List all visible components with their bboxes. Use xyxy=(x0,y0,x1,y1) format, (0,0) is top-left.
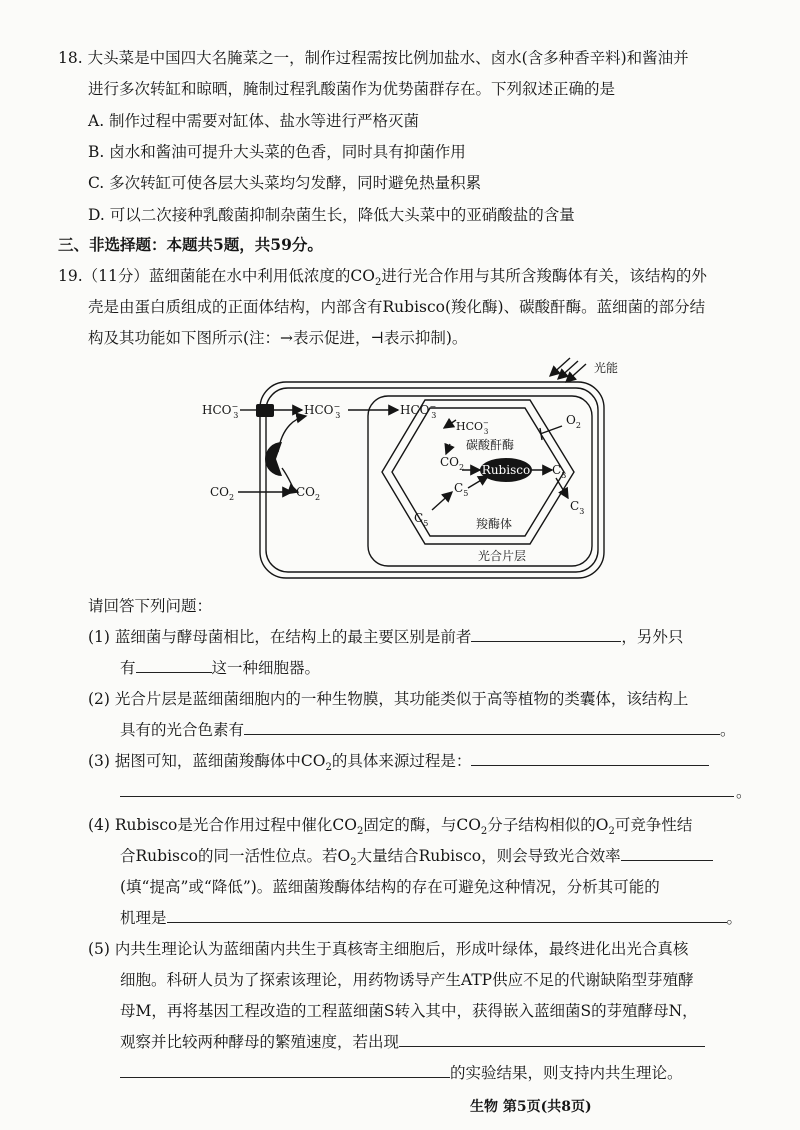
thylakoid-label: 光合片层 xyxy=(478,549,527,563)
q19-part3-line1: (3) 据图可知，蓝细菌羧酶体中$CO_2$的具体来源过程是： xyxy=(88,749,709,780)
co2-channel-protein xyxy=(265,442,282,476)
q19-stem-line2: 壳是由蛋白质组成的正面体结构，内部含有Rubisco(羧化酶)、碳酸酐酶。蓝细菌的部分结 xyxy=(88,298,706,316)
hco3-cytoplasm-label: HCO− 3 xyxy=(304,402,341,420)
answer-blank[interactable] xyxy=(471,749,709,766)
co2-carboxysome-label: $CO_2$ xyxy=(440,455,465,472)
q19-part3-period: 。 xyxy=(736,783,752,801)
page-footer: 生物 第5页(共8页) xyxy=(470,1099,592,1115)
answer-blank[interactable] xyxy=(244,718,720,735)
q19-part4-line3: (填“提高”或“降低”)。蓝细菌羧酶体结构的存在可避免这种情况，分析其可能的 xyxy=(120,878,660,896)
light-arrow xyxy=(550,358,570,376)
q19-stem-line3: 构及其功能如下图所示(注：→表示促进，⊣表示抑制)。 xyxy=(88,329,468,347)
q19-part1-line2: 有 这一种细胞器。 xyxy=(120,656,320,680)
c5-to-rubisco-arrow xyxy=(468,476,488,488)
co2-outside-label: $CO_2$ xyxy=(210,485,235,502)
answer-blank[interactable] xyxy=(471,625,621,642)
c5-label-outer: $C_5$ xyxy=(414,511,429,528)
hco3-outside-label: HCO− 3 xyxy=(202,402,239,420)
q18-stem-line2: 进行多次转缸和晾晒，腌制过程乳酸菌作为优势菌群存在。下列叙述正确的是 xyxy=(88,80,616,98)
q19-part5-line3: 母M，再将基因工程改造的工程蓝细菌S转入其中，获得嵌入蓝细菌S的芽殖酵母N， xyxy=(120,1002,698,1020)
curved-arrow-up xyxy=(278,416,306,452)
rubisco-label: Rubisco xyxy=(481,463,531,477)
answer-line[interactable] xyxy=(120,796,734,797)
q19-part1-line1: (1) 蓝细菌与酵母菌相比，在结构上的最主要区别是前者 ，另外只 xyxy=(88,625,683,649)
q19-stem-line1: 19.（11分）蓝细菌能在水中利用低浓度的$CO_2$进行光合作用与其所含羧酶体有关，该结构的外 xyxy=(58,267,707,289)
q18-option-c: C. 多次转缸可使各层大头菜均匀发酵，同时避免热量积累 xyxy=(88,174,482,192)
q19-part5-line5: 的实验结果，则支持内共生理论。 xyxy=(120,1061,683,1085)
light-arrow xyxy=(566,364,586,382)
q19-part5-line4: 观察并比较两种酵母的繁殖速度，若出现 xyxy=(120,1030,705,1054)
cyanobacteria-diagram xyxy=(200,352,620,587)
section-heading: 三、非选择题：本题共5题，共59分。 xyxy=(58,235,323,254)
q19-part5-line1: (5) 内共生理论认为蓝细菌内共生于真核寄主细胞后，形成叶绿体，最终进化出光合真核 xyxy=(88,940,689,958)
light-energy-label: 光能 xyxy=(594,361,619,375)
hco3-inner-arrow xyxy=(444,420,456,428)
q19-part4-line1: (4) Rubisco是光合作用过程中催化$CO_2$固定的酶，与$CO_2$分子结构相似的$O_2$可竞争性结 xyxy=(88,816,693,838)
o2-inhibit-line xyxy=(540,426,562,434)
o2-label: $O_2$ xyxy=(566,413,581,430)
q19-part5-line2: 细胞。科研人员为了探索该理论，用药物诱导产生ATP供应不足的代谢缺陷型芽殖酵 xyxy=(120,971,694,989)
light-arrow xyxy=(558,361,578,379)
hco3-thylakoid-label: HCO− 3 xyxy=(400,402,437,420)
answer-blank[interactable] xyxy=(120,1061,450,1078)
answer-blank[interactable] xyxy=(621,844,713,861)
q19-part2-line2: 具有的光合色素有 。 xyxy=(120,718,736,742)
anhydrase-arrow xyxy=(446,444,450,454)
co2-cytoplasm-label: $CO_2$ xyxy=(296,485,321,502)
carboxysome-label: 羧酶体 xyxy=(476,517,513,531)
answer-prompt: 请回答下列问题： xyxy=(88,597,213,615)
c5-in-arrow xyxy=(432,492,452,510)
answer-blank[interactable] xyxy=(136,656,212,673)
q19-part4-line4: 机理是 。 xyxy=(120,906,742,930)
hco3-transporter xyxy=(256,404,274,417)
hco3-carboxysome-label: HCO− 3 xyxy=(456,419,489,436)
answer-blank[interactable] xyxy=(399,1030,705,1047)
q19-part2-line1: (2) 光合片层是蓝细菌细胞内的一种生物膜，其功能类似于高等植物的类囊体，该结构上 xyxy=(88,690,689,708)
c3-label-outer: $C_3$ xyxy=(570,499,585,516)
q18-option-d: D. 可以二次接种乳酸菌抑制杂菌生长，降低大头菜中的亚硝酸盐的含量 xyxy=(88,206,575,224)
q18-option-b: B. 卤水和酱油可提升大头菜的色香，同时具有抑菌作用 xyxy=(88,143,466,161)
c5-label-inner: $C_5$ xyxy=(454,481,469,498)
answer-blank[interactable] xyxy=(167,906,727,923)
o2-inhibit-bar xyxy=(540,428,542,440)
carbonic-anhydrase-label: 碳酸酐酶 xyxy=(466,438,515,452)
q18-option-a: A. 制作过程中需要对缸体、盐水等进行严格灭菌 xyxy=(88,112,420,130)
q19-part4-line2: 合Rubisco的同一活性位点。若$O_2$大量结合Rubisco，则会导致光合效率 xyxy=(120,844,713,875)
c3-out-arrow xyxy=(556,478,568,498)
c3-label-inner: $C_3$ xyxy=(552,463,567,480)
q18-stem-line1: 18. 大头菜是中国四大名腌菜之一，制作过程需按比例加盐水、卤水(含多种香辛料)和酱油并 xyxy=(58,49,689,67)
